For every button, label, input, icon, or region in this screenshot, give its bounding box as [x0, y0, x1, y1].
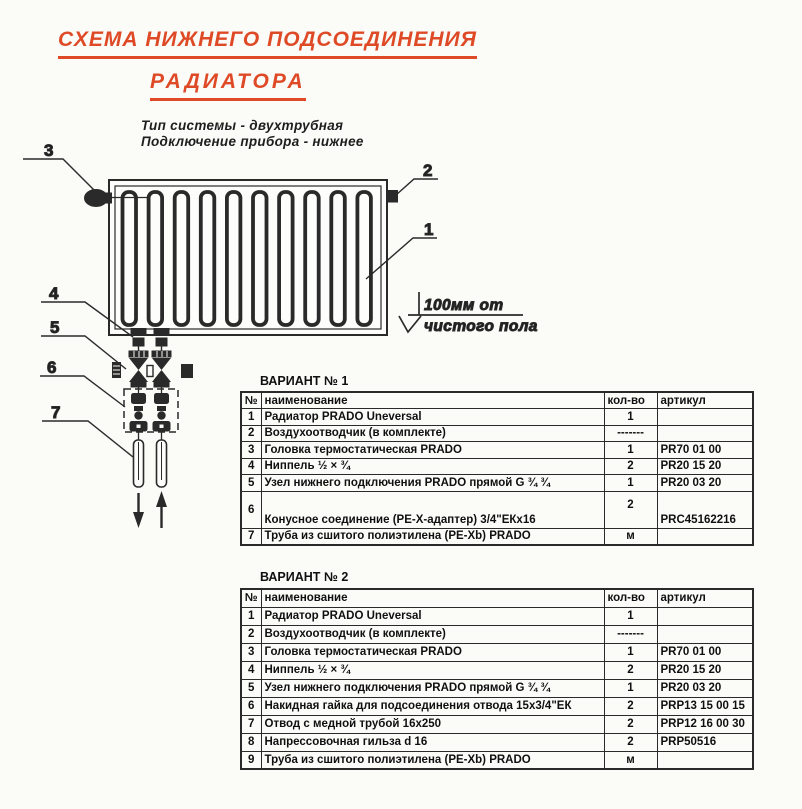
col-header-qty: кол-во [604, 392, 657, 409]
cell-name: Труба из сшитого полиэтилена (PE-Xb) PRADO [261, 528, 604, 545]
col-header-name: наименование [261, 589, 604, 607]
cell-art: PR20 03 20 [657, 475, 753, 492]
callout-3-number: 3 [44, 141, 54, 160]
cell-art: PR70 01 00 [657, 442, 753, 459]
flow-arrow-down-icon [133, 493, 144, 528]
table-row [241, 442, 753, 459]
cell-qty: 1 [604, 607, 657, 625]
cell-num: 7 [241, 528, 261, 545]
col-header-art: артикул [657, 589, 753, 607]
col-header-art: артикул [657, 392, 753, 409]
cell-qty: м [604, 751, 657, 769]
system-type-note: Тип системы - двухтрубная [141, 118, 344, 133]
cell-name: Ниппель ½ × ¾ [261, 661, 604, 679]
cell-num: 6 [241, 697, 261, 715]
table-row [241, 458, 753, 475]
table-header-row [241, 392, 753, 409]
table-row [241, 751, 753, 769]
cell-name: Радиатор PRADO Uneversal [261, 409, 604, 426]
cell-num: 5 [241, 679, 261, 697]
col-header-name: наименование [261, 392, 604, 409]
cell-num: 2 [241, 425, 261, 442]
cell-art [657, 409, 753, 426]
callout-3 [23, 159, 98, 194]
cell-art [657, 751, 753, 769]
cell-qty: 2 [604, 458, 657, 475]
floor-level-note-line1: 100мм от [424, 297, 504, 314]
table-row [241, 475, 753, 492]
cell-qty: 2 [604, 491, 657, 528]
page-title-line1: СХЕМА НИЖНЕГО ПОДСОЕДИНЕНИЯ [58, 28, 477, 59]
cell-num: 6 [241, 491, 261, 528]
cell-num: 9 [241, 751, 261, 769]
cell-name: Узел нижнего подключения PRADO прямой G ¾ ¾ [261, 475, 604, 492]
callout-6-number: 6 [47, 358, 57, 377]
cell-art [657, 528, 753, 545]
cell-num: 5 [241, 475, 261, 492]
cell-num: 3 [241, 442, 261, 459]
cell-name: Накидная гайка для подсоединения отвода 15х3/4"ЕК [261, 697, 604, 715]
cell-qty: 2 [604, 697, 657, 715]
page-title-line2: РАДИАТОРА [150, 70, 306, 101]
callout-7-number: 7 [51, 403, 61, 422]
cell-qty: 2 [604, 715, 657, 733]
cell-qty: 2 [604, 733, 657, 751]
cell-qty: м [604, 528, 657, 545]
cell-name: Головка термостатическая PRADO [261, 643, 604, 661]
table-row [241, 679, 753, 697]
table-row [241, 425, 753, 442]
callout-2 [396, 179, 438, 195]
cell-art [657, 607, 753, 625]
cell-num: 1 [241, 607, 261, 625]
col-header-num: № [241, 589, 261, 607]
floor-level-note-line2: чистого пола [424, 318, 538, 335]
table-row [241, 491, 753, 528]
cell-art: PR20 03 20 [657, 679, 753, 697]
cell-num: 1 [241, 409, 261, 426]
callout-2-number: 2 [423, 161, 433, 180]
callout-4-number: 4 [49, 284, 59, 303]
cell-qty: 2 [604, 661, 657, 679]
table-row [241, 625, 753, 643]
cell-art: PR20 15 20 [657, 661, 753, 679]
cell-num: 4 [241, 661, 261, 679]
cell-num: 8 [241, 733, 261, 751]
cell-name: Радиатор PRADO Uneversal [261, 607, 604, 625]
cell-name: Напрессовочная гильза d 16 [261, 733, 604, 751]
table-row [241, 697, 753, 715]
cell-name: Отвод с медной трубой 16х250 [261, 715, 604, 733]
cell-name: Труба из сшитого полиэтилена (PE-Xb) PRADO [261, 751, 604, 769]
callout-7 [42, 421, 133, 457]
pex-pipes [134, 432, 167, 487]
cell-qty: 1 [604, 475, 657, 492]
pex-adapters [124, 389, 178, 432]
cell-name: Головка термостатическая PRADO [261, 442, 604, 459]
callout-1-number: 1 [424, 220, 434, 239]
variant1-table-title: ВАРИАНТ № 1 [260, 374, 349, 388]
cell-art: PR70 01 00 [657, 643, 753, 661]
cell-name: Узел нижнего подключения PRADO прямой G ¾ ¾ [261, 679, 604, 697]
cell-num: 7 [241, 715, 261, 733]
callout-5-number: 5 [50, 318, 60, 337]
air-vent-icon [387, 190, 398, 203]
variant1-parts-table [240, 391, 754, 546]
cell-art: PRP50516 [657, 733, 753, 751]
cell-art [657, 625, 753, 643]
table-row [241, 733, 753, 751]
cell-qty: ------- [604, 625, 657, 643]
bottom-connection-unit [112, 351, 193, 394]
table-row [241, 715, 753, 733]
cell-name: Ниппель ½ × ¾ [261, 458, 604, 475]
cell-art: PR20 15 20 [657, 458, 753, 475]
cell-qty: ------- [604, 425, 657, 442]
cell-qty: 1 [604, 643, 657, 661]
cell-name: Конусное соединение (PE-X-адаптер) 3/4"ЕКх16 [261, 491, 604, 528]
variant2-parts-table [240, 588, 754, 770]
cell-qty: 1 [604, 409, 657, 426]
connection-type-note: Подключение прибора - нижнее [141, 133, 364, 149]
cell-name: Воздухоотводчик (в комплекте) [261, 425, 604, 442]
cell-num: 3 [241, 643, 261, 661]
table-row [241, 643, 753, 661]
col-header-num: № [241, 392, 261, 409]
cell-num: 2 [241, 625, 261, 643]
radiator-panel [109, 180, 387, 335]
cell-art: PRP12 16 00 30 [657, 715, 753, 733]
table-row [241, 409, 753, 426]
table-row [241, 607, 753, 625]
table-row [241, 528, 753, 545]
table-header-row [241, 589, 753, 607]
variant2-table-title: ВАРИАНТ № 2 [260, 570, 349, 584]
cell-qty: 1 [604, 442, 657, 459]
cell-qty: 1 [604, 679, 657, 697]
col-header-qty: кол-во [604, 589, 657, 607]
table-row [241, 661, 753, 679]
flow-arrow-up-icon [156, 491, 167, 528]
cell-art: PRC45162216 [657, 491, 753, 528]
cell-art: PRP13 15 00 15 [657, 697, 753, 715]
cell-art [657, 425, 753, 442]
cell-num: 4 [241, 458, 261, 475]
cell-name: Воздухоотводчик (в комплекте) [261, 625, 604, 643]
